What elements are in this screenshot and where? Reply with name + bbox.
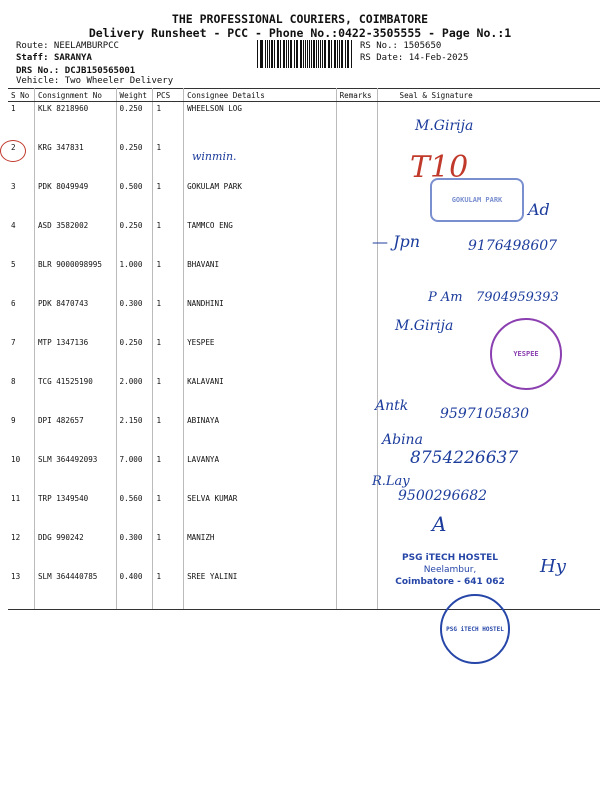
cell-consignee: LAVANYA — [184, 453, 337, 492]
cell-consignee: SREE YALINI — [184, 570, 337, 610]
cell-weight: 0.250 — [116, 102, 153, 142]
table-row — [8, 492, 600, 531]
barcode-bar — [339, 40, 340, 68]
row10-phone: 9500296682 — [398, 488, 488, 504]
cell-sno: 5 — [8, 258, 34, 297]
cell-pcs: 1 — [153, 414, 184, 453]
cell-sno: 1 — [8, 102, 34, 142]
cell-consignee: MANIZH — [184, 531, 337, 570]
cell-pcs: 1 — [153, 570, 184, 610]
barcode-bar — [296, 40, 297, 68]
rs-date: RS Date: 14-Feb-2025 — [360, 53, 469, 63]
barcode-bar — [316, 40, 317, 68]
cell-remarks — [336, 453, 377, 492]
col-consignment: Consignment No — [34, 89, 116, 102]
barcode-bar — [318, 40, 319, 68]
row4-phone: 9176498607 — [468, 238, 558, 254]
cell-weight: 7.000 — [116, 453, 153, 492]
barcode-bar — [262, 40, 263, 68]
cell-consignment-no: TCG 41525190 — [34, 375, 116, 414]
cell-weight: 0.560 — [116, 492, 153, 531]
cell-remarks — [336, 297, 377, 336]
cell-remarks — [336, 180, 377, 219]
cell-pcs: 1 — [153, 258, 184, 297]
barcode-bar — [294, 40, 295, 68]
cell-weight: 2.000 — [116, 375, 153, 414]
yespee-round-stamp: YESPEE — [490, 318, 562, 390]
barcode-bar — [257, 40, 258, 68]
row11-signature: A — [432, 512, 447, 536]
barcode-bar — [284, 40, 285, 68]
cell-pcs: 1 — [153, 141, 184, 180]
cell-pcs: 1 — [153, 375, 184, 414]
cell-remarks — [336, 102, 377, 142]
vehicle: Vehicle: Two Wheeler Delivery — [16, 76, 174, 86]
cell-sno: 4 — [8, 219, 34, 258]
cell-consignment-no: SLM 364492093 — [34, 453, 116, 492]
cell-consignee: KALAVANI — [184, 375, 337, 414]
barcode-bar — [274, 40, 275, 68]
cell-weight: 1.000 — [116, 258, 153, 297]
table-header — [8, 89, 600, 102]
cell-weight: 0.400 — [116, 570, 153, 610]
row10-signature: R.Lay — [372, 474, 410, 489]
cell-sno: 9 — [8, 414, 34, 453]
cell-pcs: 1 — [153, 180, 184, 219]
barcode-bar — [307, 40, 308, 68]
cell-weight: 2.150 — [116, 414, 153, 453]
cell-consignment-no: PDK 8049949 — [34, 180, 116, 219]
cell-weight: 0.300 — [116, 297, 153, 336]
cell-remarks — [336, 258, 377, 297]
cell-remarks — [336, 570, 377, 610]
cell-consignment-no: DDG 990242 — [34, 531, 116, 570]
row9-signature: Abina — [382, 432, 423, 448]
cell-consignee: ABINAYA — [184, 414, 337, 453]
cell-remarks — [336, 141, 377, 180]
barcode-bar — [335, 40, 336, 68]
cell-weight: 0.250 — [116, 336, 153, 375]
drs-value: DCJB150565001 — [64, 66, 136, 76]
cell-remarks — [336, 375, 377, 414]
hostel-stamp-line2: Neelambur, — [423, 565, 477, 575]
cell-weight: 0.250 — [116, 141, 153, 180]
cell-weight: 0.250 — [116, 219, 153, 258]
staff-label: Staff: — [16, 53, 49, 63]
cell-remarks — [336, 336, 377, 375]
hostel-stamp — [380, 552, 520, 588]
cell-sno: 7 — [8, 336, 34, 375]
cell-sno: 3 — [8, 180, 34, 219]
cell-remarks — [336, 414, 377, 453]
barcode-bar — [345, 40, 346, 68]
row2-circle-mark — [0, 140, 26, 162]
cell-consignment-no: MTP 1347136 — [34, 336, 116, 375]
cell-pcs: 1 — [153, 297, 184, 336]
company-title: THE PROFESSIONAL COURIERS, COIMBATORE — [171, 12, 429, 26]
col-signature: Seal & Signature — [377, 89, 600, 102]
row3-signature: Ad — [528, 200, 550, 219]
cell-remarks — [336, 492, 377, 531]
cell-consignee: NANDHINI — [184, 297, 337, 336]
cell-pcs: 1 — [153, 492, 184, 531]
cell-pcs: 1 — [153, 219, 184, 258]
cell-sno: 12 — [8, 531, 34, 570]
barcode-bar — [348, 40, 349, 68]
cell-sno: 8 — [8, 375, 34, 414]
gokulam-stamp: GOKULAM PARK — [430, 178, 524, 222]
col-remarks: Remarks — [336, 89, 377, 102]
cell-weight: 0.500 — [116, 180, 153, 219]
col-weight: Weight — [116, 89, 153, 102]
cell-consignment-no: BLR 9000098995 — [34, 258, 116, 297]
row1-signature: M.Girija — [415, 118, 474, 134]
runsheet-subtitle: Delivery Runsheet - PCC - Phone No.:0422-3505555 - Page No.:1 — [88, 26, 512, 40]
rs-number: RS No.: 1505650 — [360, 41, 442, 51]
cell-consignee: WHEELSON LOG — [184, 102, 337, 142]
col-sno: S No — [8, 89, 34, 102]
cell-consignee: GOKULAM PARK — [184, 180, 337, 219]
cell-sno: 2 — [8, 141, 34, 180]
col-pcs: PCS — [153, 89, 184, 102]
cell-pcs: 1 — [153, 336, 184, 375]
barcode-bar — [311, 40, 312, 68]
cell-pcs: 1 — [153, 453, 184, 492]
hostel-stamp-line1: PSG iTECH HOSTEL — [402, 553, 498, 563]
barcode-bar — [301, 40, 302, 68]
cell-sno: 11 — [8, 492, 34, 531]
row12-signature: Hy — [540, 556, 566, 577]
barcode — [257, 40, 352, 68]
cell-consignee: TAMMCO ENG — [184, 219, 337, 258]
barcode-bar — [329, 40, 330, 68]
hostel-round-stamp: PSG iTECH HOSTEL — [440, 594, 510, 664]
cell-consignee: BHAVANI — [184, 258, 337, 297]
cell-consignment-no: TRP 1349540 — [34, 492, 116, 531]
drs — [16, 66, 135, 76]
row8-signature: Antk — [375, 398, 409, 414]
barcode-bar — [325, 40, 326, 68]
cell-consignee: SELVA KUMAR — [184, 492, 337, 531]
col-consignee: Consignee Details — [184, 89, 337, 102]
barcode-bar — [288, 40, 289, 68]
cell-sno: 6 — [8, 297, 34, 336]
staff-value: SARANYA — [53, 53, 92, 63]
row2-signature: T10 — [410, 150, 469, 185]
route: Route: NEELAMBURPCC — [16, 41, 119, 51]
barcode-bar — [265, 40, 266, 68]
row8-phone: 9597105830 — [440, 406, 530, 422]
cell-remarks — [336, 219, 377, 258]
barcode-bar — [272, 40, 273, 68]
barcode-bar — [278, 40, 279, 68]
hostel-stamp-line3: Coimbatore - 641 062 — [395, 577, 505, 587]
cell-weight: 0.300 — [116, 531, 153, 570]
table-row — [8, 141, 600, 180]
cell-consignment-no: KRG 347831 — [34, 141, 116, 180]
cell-sno: 13 — [8, 570, 34, 610]
staff — [16, 53, 92, 63]
row6-phone: 7904959393 — [476, 290, 559, 305]
cell-consignment-no: PDK 8470743 — [34, 297, 116, 336]
cell-consignee: YESPEE — [184, 336, 337, 375]
row2-handwritten-name: winmin. — [192, 150, 237, 163]
row4-signature: — Jpn — [372, 232, 421, 251]
cell-sno: 10 — [8, 453, 34, 492]
row6b-signature: M.Girija — [395, 318, 454, 334]
row9-phone: 8754226637 — [410, 448, 519, 468]
cell-pcs: 1 — [153, 102, 184, 142]
drs-label: DRS No.: — [16, 66, 60, 76]
cell-consignment-no: DPI 482657 — [34, 414, 116, 453]
cell-signature — [377, 336, 600, 375]
cell-consignment-no: SLM 364440785 — [34, 570, 116, 610]
cell-remarks — [336, 531, 377, 570]
cell-consignment-no: KLK 8218960 — [34, 102, 116, 142]
row6-signature: P Am — [428, 290, 463, 305]
cell-consignment-no: ASD 3582002 — [34, 219, 116, 258]
cell-pcs: 1 — [153, 531, 184, 570]
table-row — [8, 102, 600, 142]
cell-signature — [377, 102, 600, 142]
